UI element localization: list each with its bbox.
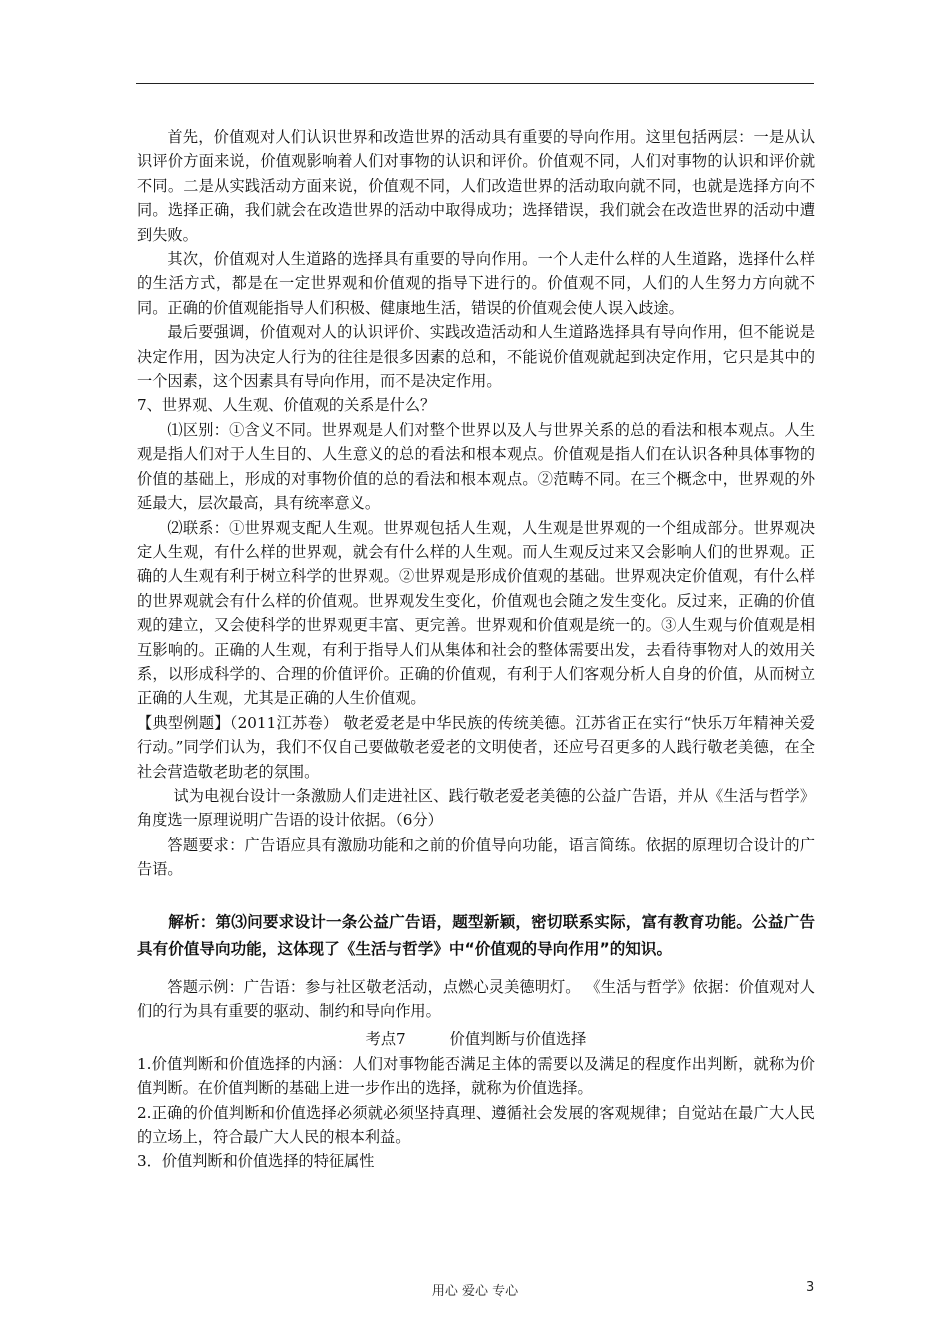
example-question: 【典型例题】（2011江苏卷） 敬老爱老是中华民族的传统美德。江苏省正在实行“快乐万年精神关爱行动。”同学们认为，我们不仅自己要做敬老爱老的文明使者，还应号召更多的人践行敬老美德，在全社会营造敬老助老的氛围。 — [137, 713, 815, 781]
page-number: 3 — [806, 1280, 815, 1295]
section-heading — [137, 1027, 815, 1051]
paragraph-guidance-cognition: 首先，价值观对人们认识世界和改造世界的活动具有重要的导向作用。这里包括两层：一是从认识评价方面来说，价值观影响着人们对事物的认识和评价。价值观不同，人们对事物的认识和评价就不同。二是从实践活动方面来说，价值观不同，人们改造世界的活动取向就不同，也就是选择方向不同。选择正确，我们就会在改造世界的活动中取得成功；选择错误，我们就会在改造世界的活动中遭到失败。 — [137, 128, 815, 244]
section-label: 考点7 — [365, 1030, 406, 1049]
paragraph-connections: ⑵联系：①世界观支配人生观。世界观包括人生观，人生观是世界观的一个组成部分。世界观决定人生观，有什么样的世界观，就会有什么样的人生观。而人生观反过来又会影响人们的世界观。正确的人生观有利于树立科学的世界观。②世界观是形成价值观的基础。世界观决定价值观，有什么样的世界观就会有什么样的价值观。世界观发生变化，价值观也会随之发生变化。反过来，正确的价值观的建立，又会使科学的世界观更丰富、更完善。世界观和价值观是统一的。③人生观与价值观是相互影响的。正确的人生观，有利于指导人们从集体和社会的整体需要出发，去看待事物对人的效用关系，以形成科学的、合理的价值评价。正确的价值观，有利于人们客观分析人自身的价值，从而树立正确的人生观，尤其是正确的人生价值观。 — [137, 518, 815, 708]
point-1: 1.价值判断和价值选择的内涵：人们对事物能否满足主体的需要以及满足的程度作出判断，就称为价值判断。在价值判断的基础上进一步作出的选择，就称为价值选择。 — [137, 1054, 815, 1098]
answer-requirements: 答题要求：广告语应具有激励功能和之前的价值导向功能，语言简练。依据的原理切合设计的广告语。 — [137, 835, 815, 879]
analysis-paragraph: 解析：第⑶问要求设计一条公益广告语，题型新颖，密切联系实际，富有教育功能。公益广告具有价值导向功能，这体现了《生活与哲学》中“价值观的导向作用”的知识。 — [137, 912, 815, 958]
paragraph-guidance-life-path: 其次，价值观对人生道路的选择具有重要的导向作用。一个人走什么样的人生道路，选择什么样的生活方式，都是在一定世界观和价值观的指导下进行的。价值观不同，人们的人生努力方向就不同。正确的价值观能指导人们积极、健康地生活，错误的价值观会使人误入歧途。 — [137, 250, 815, 317]
paragraph-emphasis: 最后要强调，价值观对人的认识评价、实践改造活动和人生道路选择具有导向作用，但不能说是决定作用，因为决定人行为的往往是很多因素的总和，不能说价值观就起到决定作用，它只是其中的一个因素，这个因素具有导向作用，而不是决定作用。 — [137, 323, 815, 391]
footer-tagline: 用心 爱心 专心 — [431, 1284, 519, 1299]
point-2: 2.正确的价值判断和价值选择必须就必须坚持真理、遵循社会发展的客观规律；自觉站在最广大人民的立场上，符合最广大人民的根本利益。 — [137, 1103, 815, 1147]
point-3: 3．价值判断和价值选择的特征属性 — [137, 1152, 375, 1171]
paragraph-differences: ⑴区别：①含义不同。世界观是人们对整个世界以及人与世界关系的总的看法和根本观点。人生观是指人们对于人生目的、人生意义的总的看法和根本观点。价值观是指人们在认识各种具体事物的价值的基础上，形成的对事物价值的总的看法和根本观点。②范畴不同。在三个概念中，世界观的外延最大，层次最高，具有统率意义。 — [137, 420, 815, 513]
question-heading-7: 7、世界观、人生观、价值观的关系是什么？ — [137, 396, 436, 415]
header-rule — [136, 83, 814, 84]
example-task: 试为电视台设计一条激励人们走进社区、践行敬老爱老美德的公益广告语，并从《生活与哲学》角度选一原理说明广告语的设计依据。（6分） — [137, 786, 815, 830]
answer-example: 答题示例：广告语：参与社区敬老活动，点燃心灵美德明灯。 《生活与哲学》依据：价值观对人们的行为具有重要的驱动、制约和导向作用。 — [137, 977, 815, 1020]
section-title: 价值判断与价值选择 — [449, 1030, 587, 1049]
document-body — [137, 125, 815, 1174]
